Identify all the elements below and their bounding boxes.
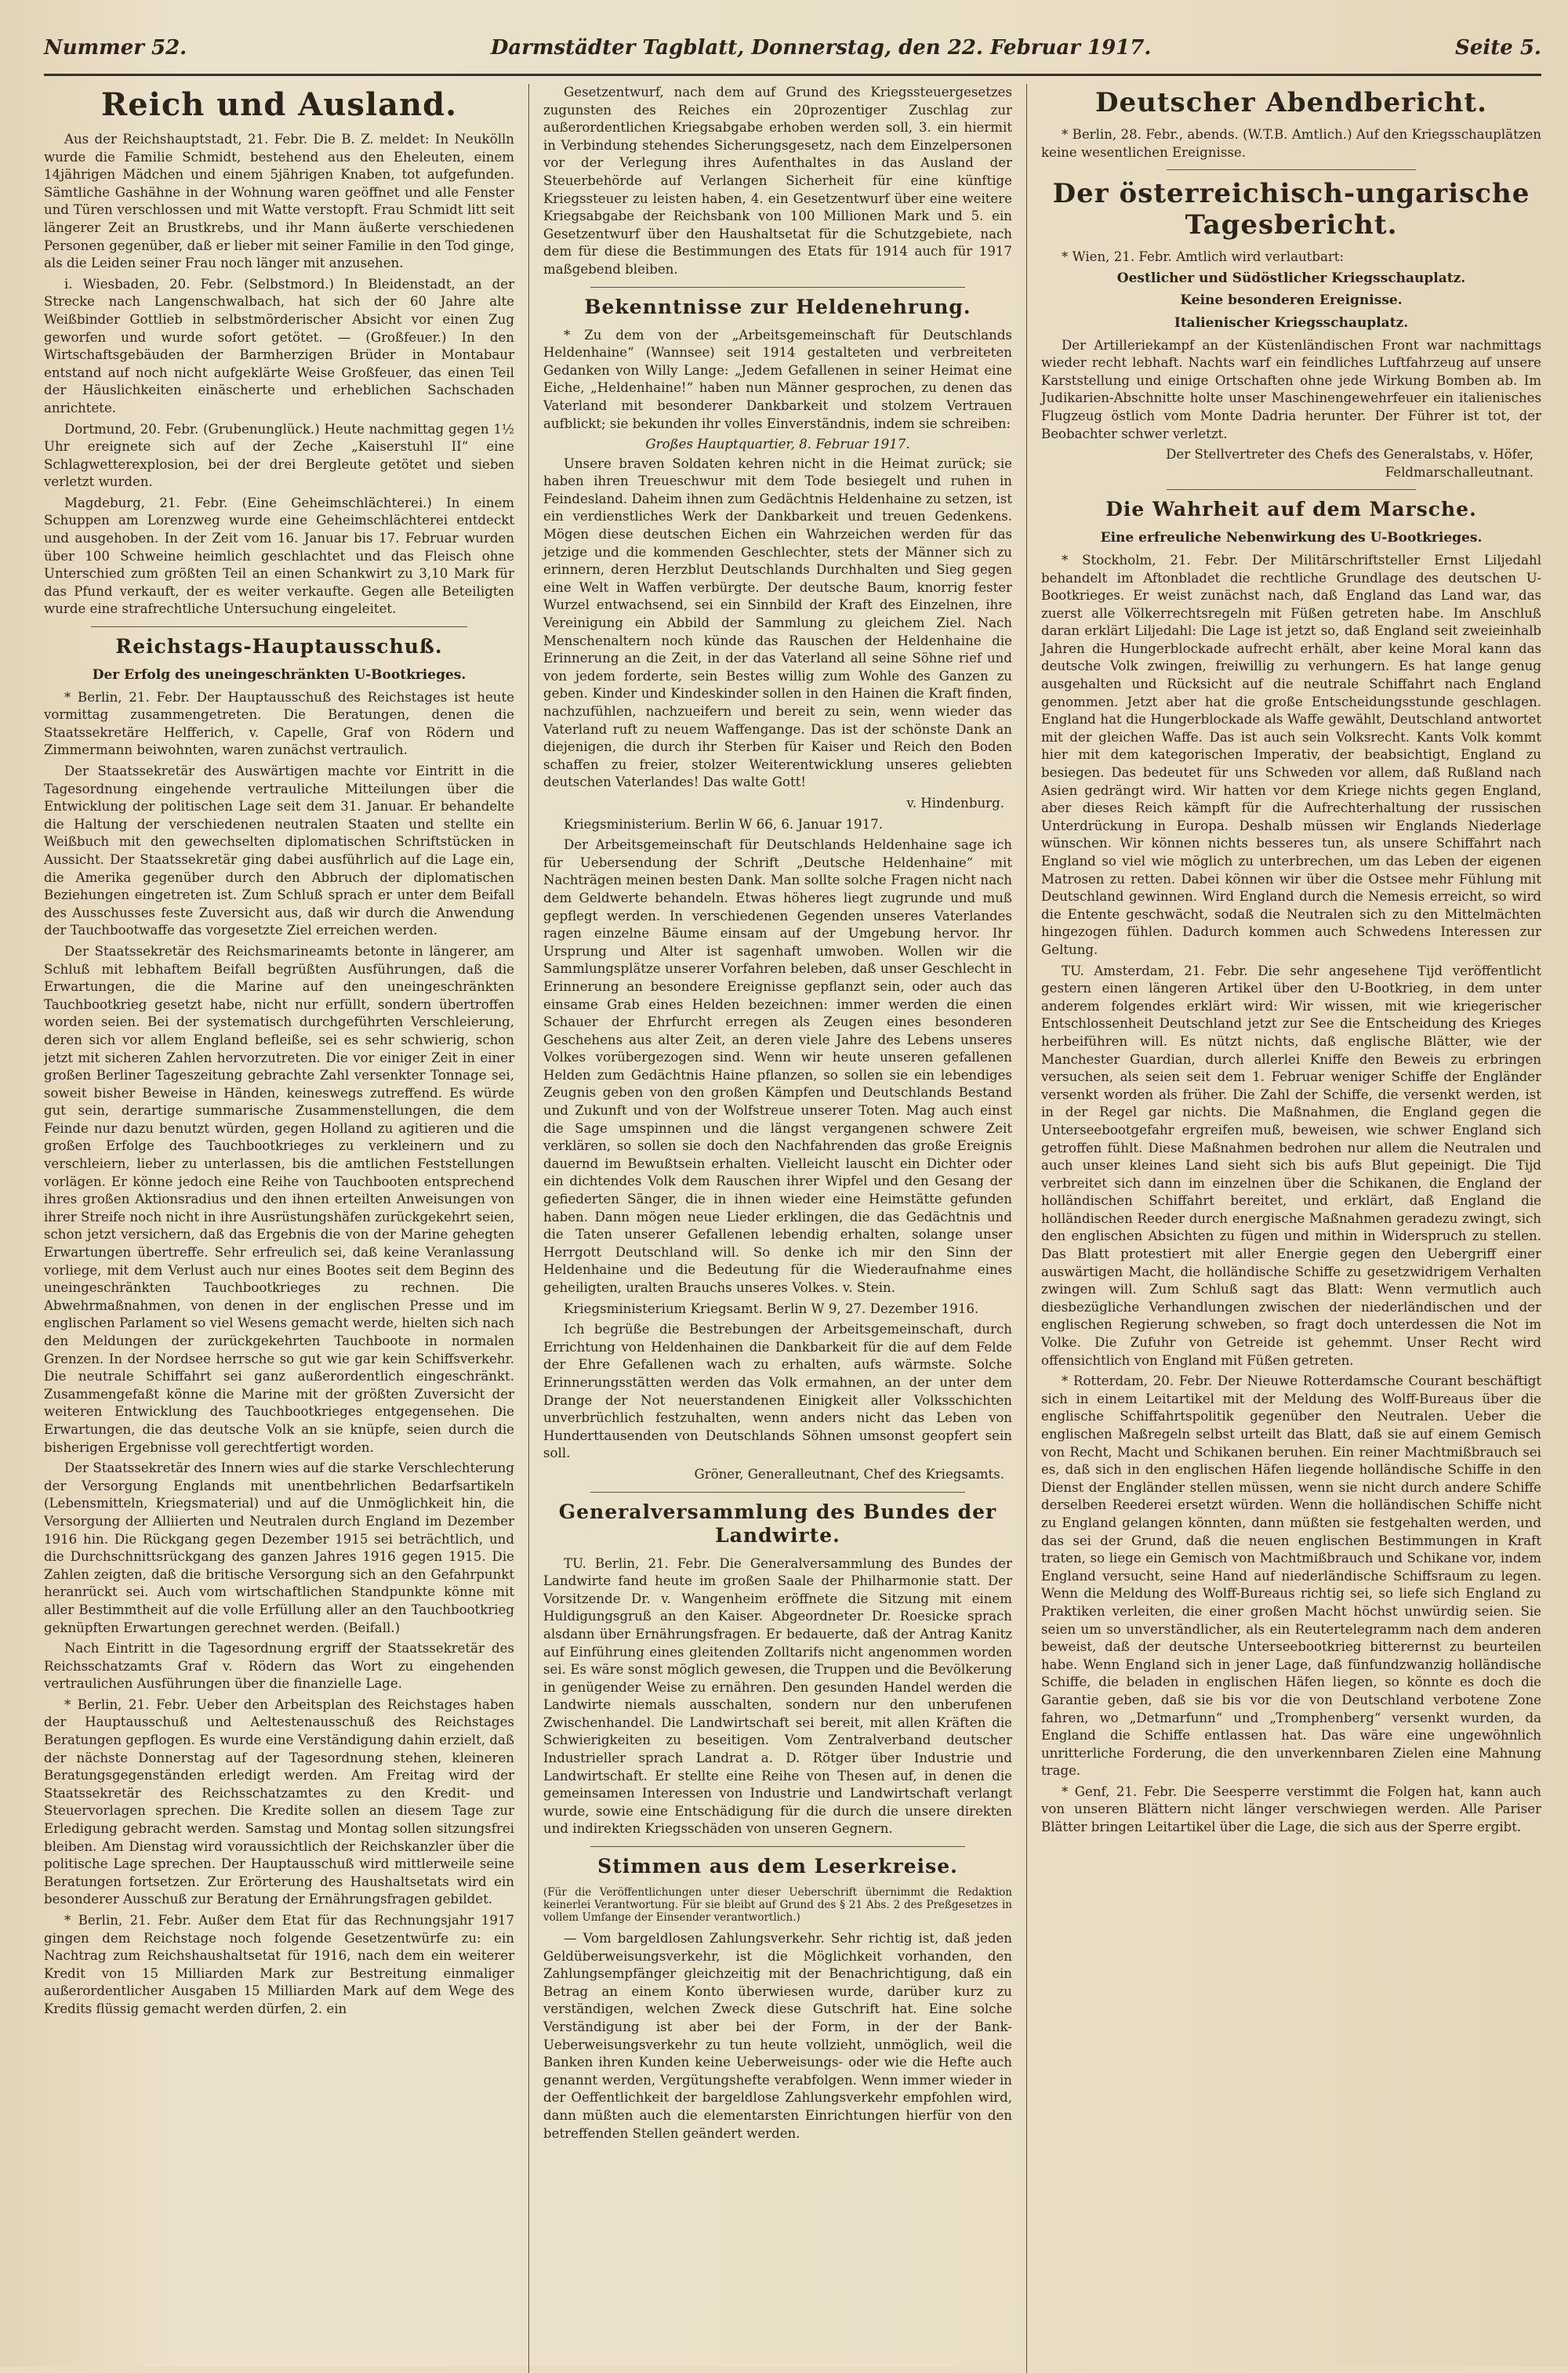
column-2 <box>528 84 1027 2373</box>
headline-oesterreichisch-ungarischer-tagesbericht: Der österreichisch-ungarische Tagesbericht. <box>1052 178 1530 241</box>
article-paragraph: Der Staatssekretär des Auswärtigen machte vor Eintritt in die Tagesordnung eingehende vertrauliche Mitteilungen über die Entwicklung der politischen Lage seit dem 31. Januar. Er behandelte die Haltung der verschiedenen neutralen Staaten und stellte ein Weißbuch mit den gewechselten diplomatischen Schriftstücken in Aussicht. Der Staatssekretär ging dabei ausführlich auf die Lage ein, die Amerika gegenüber durch den Abbruch der diplomatischen Beziehungen eingetreten ist. Zum Schluß sprach er unter dem Beifall des Ausschusses feste Zuversicht aus, daß wir durch die Anwendung der Tauchbootwaffe das vorgesetzte Ziel erreichen werden. <box>44 764 514 938</box>
article-paragraph: Der Artilleriekampf an der Küstenländischen Front war nachmittags wieder recht lebhaft. Nachts warf ein feindliches Luftfahrzeug auf unsere Karststellung und einige Ortschaften ohne jede Wirkung Bomben ab. Im Judikarien-Abschnitte holte unser Maschinengewehrfeuer ein italienisches Flugzeug östlich vom Monte Dadria herunter. Der Führer ist tot, der Beobachter schwer verletzt. <box>1041 337 1541 441</box>
article-paragraph: * Berlin, 21. Febr. Der Hauptausschuß des Reichstages ist heute vormittag zusammengetreten. Die Beratungen, denen die Staatssekretäre Helfferich, v. Capelle, Graf von Rödern und Zimmermann beiwohnten, waren zunächst vertraulich. <box>44 689 514 758</box>
newspaper-title-date: Darmstädter Tagblatt, Donnerstag, den 22. Februar 1917. <box>490 36 1152 60</box>
column-1 <box>44 84 528 2373</box>
headline-wahrheit-auf-dem-marsche: Die Wahrheit auf dem Marsche. <box>1105 498 1477 521</box>
dateline: Großes Hauptquartier, 8. Februar 1917. <box>645 437 910 452</box>
divider <box>590 1492 965 1493</box>
article-paragraph: Ich begrüße die Bestrebungen der Arbeitsgemeinschaft, durch Errichtung von Heldenhainen die Dankbarkeit für die auf dem Felde der Ehre Gefallenen wach zu erhalten, aufs wärmste. Solche Erinnerungsstätten werden das Volk ermahnen, an der unter dem Drange der Not neuerstandenen Einigkeit aller Volksschichten unverbrüchlich festzuhalten, wenn anders nicht das Leben von Hunderttausenden von Deutschlands Söhnen umsonst geopfert sein soll. <box>543 1322 1012 1461</box>
article-paragraph: Der Staatssekretär des Innern wies auf die starke Verschlechterung der Versorgung Englands mit unentbehrlichen Bedarfsartikeln (Lebensmitteln, Kriegsmaterial) und auf die Unmöglichkeit hin, die Versorgung der Alliierten und Neutralen durch England im Dezember 1916 hin. Die Rückgang gegen Dezember 1915 sei beträchtlich, und die Durchschnittsrückgang des ganzen Jahres 1916 gegen 1915. Die Zahlen zeigten, daß die britische Versorgung sich an den Gefahrpunkt heranrückt sei. Auch vom wirtschaftlichen Standpunkte könne mit aller Bestimmtheit auf die volle Erfüllung aller an den Tauchbootkrieg geknüpften Erwartungen gerechnet werden. (Beifall.) <box>44 1460 514 1635</box>
article-paragraph: * Wien, 21. Febr. Amtlich wird verlautbart: <box>1062 249 1345 265</box>
article-paragraph: * Rotterdam, 20. Febr. Der Nieuwe Rotterdamsche Courant beschäftigt sich in einem Leitartikel mit der Meldung des Wolff-Bureaus über die englische Schiffahrtspolitik gegenüber den Neutralen. Ueber die englischen Maßregeln selbst urteilt das Blatt, daß sie auf einem Gemisch von Recht, Macht und Schikanen beruhen. Ein reiner Machtmißbrauch sei es, daß sich in den englischen Häfen liegende holländische Schiffe in den Dienst der Engländer stellen müssen, wenn sie nicht durch andere Schiffe derselben Reederei ersetzt würden. Wenn die holländischen Schiffe nicht zu England gelangen könnten, dann müßten sie festgehalten werden, und das sei der Grund, daß die neuen englischen Bestimmungen in Kraft traten, so liege ein Gemisch von Machtmißbrauch und Schikane vor, indem England versucht, seine Hand auf niederländische Schiffsraum zu legen. Wenn die Meldung des Wolff-Bureaus richtig sei, so liefe sich England zu Praktiken verleiten, die einer großen Macht höchst unwürdig seien. Sie seien um so unverständlicher, als ein Reutertelegramm nach dem anderen beweist, daß der deutsche Unterseebootkrieg bitterernst zu beurteilen habe. Wenn England sich in jener Lage, daß fünfundzwanzig holländische Schiffe, die beladen in englischen Häfen liegen, so könnte es doch die Garantie geben, daß sie bis vor die von Deutschland verbotene Zone fahren, wo „Detmarfunn“ und „Tromphenberg“ versenkt wurden, da England die Schiffe entlassen hat. Das wäre eine ungewöhnlich unritterliche Forderung, die den unverkennbaren Zielen eine Mahnung trage. <box>1041 1373 1541 1779</box>
headline-stimmen-aus-dem-leserkreise: Stimmen aus dem Leserkreise. <box>597 1855 958 1878</box>
subheadline: Oestlicher und Südöstlicher Kriegsschauplatz. <box>1116 270 1466 286</box>
divider <box>1167 169 1416 170</box>
article-paragraph: * Berlin, 21. Febr. Ueber den Arbeitsplan des Reichstages haben der Hauptausschuß und Aeltestenausschuß des Reichstages Beratungen gepflogen. Es wurde eine Verständigung dahin erzielt, daß der nächste Donnerstag auf der Tagesordnung stehen, kleineren Beratungsgegenständen erledigt werden. Am Freitag wird der Staatssekretär des Reichsschatzamtes zu den Kredit- und Steuervorlagen sprechen. Die Kredite sollen an diesem Tage zur Erledigung gebracht werden. Samstag und Montag sollen sitzungsfrei bleiben. Am Dienstag wird voraussichtlich der Reichskanzler über die politische Lage sprechen. Der Hauptausschuß wird mittlerweile seine Beratungen fortsetzen. Zur Erörterung des Haushaltsetats wird ein besonderer Ausschuß zur Beratung der Ernährungsfragen gebildet. <box>44 1696 514 1907</box>
article-paragraph: * Berlin, 28. Febr., abends. (W.T.B. Amtlich.) Auf den Kriegsschauplätzen keine wesentlichen Ereignisse. <box>1041 127 1541 160</box>
signature: v. Hindenburg. <box>906 795 1004 811</box>
columns <box>44 84 1541 2373</box>
signature: Der Stellvertreter des Chefs des Generalstabs, v. Höfer, Feldmarschalleutnant. <box>1166 447 1534 480</box>
headline-heldenehrung: Bekenntnisse zur Heldenehrung. <box>584 295 971 318</box>
signature: Gröner, Generalleutnant, Chef des Kriegsamts. <box>694 1466 1004 1482</box>
subheadline: Der Erfolg des uneingeschränkten U-Bootkrieges. <box>92 667 466 684</box>
issue-number: Nummer 52. <box>44 36 187 60</box>
column-3 <box>1027 84 1541 2373</box>
article-paragraph: Aus der Reichshauptstadt, 21. Febr. Die B. Z. meldet: In Neukölln wurde die Familie Schmidt, bestehend aus den Eheleuten, einem 14jährigen Mädchen und einem 5jährigen Knaben, tot aufgefunden. Sämtliche Gashähne in der Wohnung waren geöffnet und alle Fenster und Türen verschlossen und mit Watte verstopft. Frau Schmidt litt seit längerer Zeit an Brustkrebs, und ihr Mann äußerte verschiedenen Personen gegenüber, daß er lieber mit seiner Familie in den Tod ginge, als die Leiden seiner Frau noch länger mit anzusehen. <box>44 132 514 271</box>
article-paragraph: * Stockholm, 21. Febr. Der Militärschriftsteller Ernst Liljedahl behandelt im Aftonbladet die rechtliche Grundlage des deutschen U-Bootkrieges. Er weist zunächst nach, daß England das Land war, das zuerst alle Völkerrechtsregeln mit Füßen getreten habe. Im Anschluß daran erklärt Liljedahl: Die Lage ist jetzt so, daß England seit zweieinhalb Jahren die Hungerblockade aufrecht erhält, aber keine Moral kann das deutsche Volk zwingen, freiwillig zu verhungern. Es hat lange genug ausgehalten und Rücksicht auf die neutrale Schiffahrt nach England genommen. Jetzt aber hat die große Entscheidungsstunde geschlagen. England hat die Hungerblockade als Waffe gewählt, Deutschland antwortet mit der gleichen Waffe. Das ist auch sein Volksrecht. Kants Volk kommt hier mit dem kategorischen Imperativ, der beabsichtigt, England zu besiegen. Das bedeutet für uns Schweden vor allem, daß Rußland nach Asien gedrängt wird. Wir hatten vor dem Kriege nichts gegen England, aber dieses Reich kämpft für die Aufrechterhaltung der russischen Unterdrückung in Europa. Deshalb müssen wir Englands Niederlage wünschen. Wir können nichts besseres tun, als unsere Schiffahrt nach England so viel wie möglich zu unterbrechen, um das Leben der eigenen Matrosen zu retten. Dabei können wir über die Ostsee mehr Fühlung mit Deutschland gewinnen. Wird England durch die Nemesis erreicht, so wird die Entente geschwächt, sodaß die Neutralen sich zu den Mittelmächten hingezogen fühlen. Dadurch kommen auch Schwedens Interessen zur Geltung. <box>1041 552 1541 957</box>
article-paragraph: Dortmund, 20. Febr. (Grubenunglück.) Heute nachmittag gegen 1½ Uhr ereignete sich auf der Zeche „Kaiserstuhl II“ eine Schlagwetterexplosion, bei der drei Bergleute getötet und sieben verletzt wurden. <box>44 421 514 490</box>
headline-reichstags-hauptausschuss: Reichstags-Hauptausschuß. <box>115 635 443 659</box>
article-paragraph: Nach Eintritt in die Tagesordnung ergriff der Staatssekretär des Reichsschatzamts Graf v. Rödern das Wort zu eingehenden vertraulichen Ausführungen über die finanzielle Lage. <box>44 1641 514 1692</box>
article-paragraph: * Genf, 21. Febr. Die Seesperre verstimmt die Folgen hat, kann auch von unseren Blättern nicht länger verschwiegen werden. Alle Pariser Blätter bringen Leitartikel über die Lage, die sich aus der Sperre ergibt. <box>1041 1783 1541 1835</box>
dateline: Kriegsministerium Kriegsamt. Berlin W 9, 27. Dezember 1916. <box>564 1301 979 1316</box>
article-paragraph: * Zu dem von der „Arbeitsgemeinschaft für Deutschlands Heldenhaine“ (Wannsee) seit 1914 gestalteten und verbreiteten Gedanken von Willy Lange: „Jedem Gefallenen in seiner Heimat eine Eiche, „Heldenhaine!“ haben nun Männer gesprochen, zu denen das Vaterland mit besonderer Dankbarkeit und stolzem Vertrauen aufblickt; sie bekunden ihr volles Einverständnis, indem sie schreiben: <box>543 327 1012 431</box>
article-paragraph: — Vom bargeldlosen Zahlungsverkehr. Sehr richtig ist, daß jeden Geldüberweisungsverkehr, ist die Möglichkeit vorhanden, den Zahlungsempfänger gleichzeitig mit der Benachrichtigung, daß ein Betrag an einem Konto überwiesen wurde, darüber kurz zu verständigen, welchen Zweck diese Gutschrift hat. Eine solche Verständigung ist aber bei der Form, in der der Bank-Ueberweisungsverkehr zu tun heute vollzieht, unmöglich, weil die Banken ihren Kunden keine Ueberweisungs- oder wie die Hefte auch genannt werden, Vergütungshefte verabfolgen. Wenn immer wieder in der Oeffentlichkeit der bargeldlose Zahlungsverkehr empfohlen wird, dann müßten auch die elementarsten Einrichtungen hierfür von den betreffenden Stellen geändert werden. <box>543 1931 1012 2141</box>
article-paragraph: Der Staatssekretär des Reichsmarineamts betonte in längerer, am Schluß mit lebhaftem Beifall begrüßten Ausführungen, daß die Erwartungen, die die Marine auf den uneingeschränkten Tauchbootkrieg gesetzt habe, nicht nur erfüllt, sondern übertroffen worden seien. Bei der systematisch durchgeführten Verschleierung, deren sich vor allem England befleiße, sei es sehr schwierig, schon jetzt mit sicheren Zahlen hervorzutreten. Die vor einiger Zeit in einer großen Berliner Tageszeitung gebrachte Zahl versenkter Tonnage sei, soweit bisher Beweise in Händen, keineswegs zutreffend. Es würde gut sein, derartige summarische Zusammenstellungen, die dem Feinde nur dazu benutzt würden, gegen Holland zu agitieren und die großen Erfolge des Tauchbootkrieges zu verkleinern und zu verschleiern, lieber zu unterlassen, bis die amtlichen Feststellungen vorlägen. Er könne jedoch eine Reihe von Tauchbooten entsprechend ihres großen Aktionsradius und den ihnen erteilten Anweisungen von ihrer Streife noch nicht in ihre Ausrüstungshäfen zurückgekehrt seien, schon jetzt versichern, daß das Ergebnis die von der Marine gehegten Erwartungen übertreffe. Sehr erfreulich sei, daß keine Veranlassung vorliege, mit dem Verlust auch nur eines Bootes seit dem Beginn des uneingeschränkten Tauchbootkrieges zu rechnen. Die Abwehrmaßnahmen, von denen in der englischen Presse und im englischen Parlament so viel Wesens gemacht werde, hielten sich nach den Meldungen der zurückgekehrten Tauchboote in normalen Grenzen. In der Nordsee herrsche so gut wie gar kein Schiffsverkehr. Die neutrale Schiffahrt sei ganz außerordentlich eingeschränkt. Zusammengefaßt könne die Marine mit der größten Zuversicht der weiteren Entwicklung des Tauchbootkrieges entgegensehen. Die Erwartungen, die das deutsche Volk an sie knüpfe, seien durch die bisherigen Ergebnisse voll gerechtfertigt worden. <box>44 943 514 1455</box>
divider <box>590 287 965 288</box>
subheadline: Eine erfreuliche Nebenwirkung des U-Bootkrieges. <box>1100 530 1483 546</box>
article-paragraph: i. Wiesbaden, 20. Febr. (Selbstmord.) In Bleidenstadt, an der Strecke nach Langenschwalbach, hat sich der 60 Jahre alte Weißbinder Gottlieb in selbstmörderischer Absicht vor einen Zug geworfen und wurde sofort getötet. — (Großfeuer.) In den Wirtschaftsgebäuden der Barmherzigen Brüder in Montabaur entstand auf noch nicht aufgeklärte Weise Großfeuer, das einen Teil der Häuslichkeiten einäscherte und erheblichen Sachschaden anrichtete. <box>44 276 514 415</box>
editorial-note: (Für die Veröffentlichungen unter dieser Ueberschrift übernimmt die Redaktion keinerlei Verantwortung. Für sie bleibt auf Grund des § 21 Abs. 2 des Preßgesetzes in vollem Umfange der Einsender verantwortlich.) <box>543 1886 1012 1925</box>
divider <box>1167 489 1416 490</box>
divider <box>91 626 467 627</box>
article-paragraph: TU. Berlin, 21. Febr. Die Generalversammlung des Bundes der Landwirte fand heute im großen Saale der Philharmonie statt. Der Vorsitzende Dr. v. Wangenheim eröffnete die Sitzung mit einem Huldigungsgruß an den Kaiser. Abgeordneter Dr. Roesicke sprach alsdann über Ernährungsfragen. Er bedauerte, daß der Antrag Kanitz auf Einführung eines gleitenden Zolltarifs nicht angenommen worden sei. Es wäre sonst möglich gewesen, die Truppen und die Bevölkerung in genügender Weise zu ernähren. Den gesunden Handel werden die Landwirte niemals ausschalten, sondern nur den unberufenen Zwischenhandel. Die Landwirtschaft sei bereit, mit allen Kräften die Schwierigkeiten zu beseitigen. Vom Zentralverband deutscher Industrieller sprach Landrat a. D. Rötger über Industrie und Landwirtschaft. Er stellte eine Reihe von Thesen auf, in denen die gemeinsamen Interessen von Industrie und Landwirtschaft verlangt wurde, sowie eine Entschädigung für die durch die unsere direkten und indirekten Kriegsschäden von unseren Gegnern. <box>543 1555 1012 1837</box>
divider <box>590 1846 965 1847</box>
article-paragraph: Gesetzentwurf, nach dem auf Grund des Kriegssteuergesetzes zugunsten des Reiches ein 20prozentiger Zuschlag zur außerordentlichen Kriegsabgabe erhoben werden soll, 3. ein hiermit in Verbindung stehendes Sicherungsgesetz, nach dem Einzelpersonen vor der Verlegung ihres Aufenthaltes in das Ausland der Steuerbehörde auf Verlangen Sicherheit für eine künftige Kriegssteuer zu leisten haben, 4. ein Gesetzentwurf über eine weitere Kriegsabgabe der Reichsbank von 100 Millionen Mark und 5. ein Gesetzentwurf über den Haushaltsetat für die Schutzgebiete, nach dem für diese die Bestimmungen des Etats für 1914 auch für 1917 maßgebend bleiben. <box>543 85 1012 277</box>
dateline: Kriegsministerium. Berlin W 66, 6. Januar 1917. <box>564 816 883 832</box>
subheadline-note: Keine besonderen Ereignisse. <box>1180 292 1403 309</box>
article-paragraph: * Berlin, 21. Febr. Außer dem Etat für das Rechnungsjahr 1917 gingen dem Reichstage noch folgende Gesetzentwürfe zu: ein Nachtrag zum Reichshaushaltsetat für 1916, nach dem ein weiterer Kredit von 15 Milliarden Mark zur Bestreitung einmaliger außerordentlicher Ausgaben 15 Milliarden Mark auf dem Wege des Kredits flüssig gemacht werden dürfen, 2. ein <box>44 1913 514 2016</box>
article-paragraph: Der Arbeitsgemeinschaft für Deutschlands Heldenhaine sage ich für Uebersendung der Schrift „Deutsche Heldenhaine“ mit Nachträgen meinen besten Dank. Man sollte solche Fragen nicht nach dem Geldwerte behandeln. Etwas höheres liegt zugrunde und muß gepflegt werden. In verschiedenen Gegenden unseres Vaterlandes ragen einzelne Bäume einsam auf der Umgebung hervor. Ihr Ursprung und Alter ist sagenhaft umwoben. Wollen wir die Sammlungsplätze unserer Vorfahren beleben, daß unser Geschlecht in Erinnerung an besondere Ereignisse gepflanzt sein, oder auch das einsame Grab eines Helden bezeichnen: immer werden die einen Schauer der Ehrfurcht erregen als Zeugen eines besonderen Geschehens aus alter Zeit, an deren viele Jahre des Lebens unseres Volkes vorübergezogen sind. Wenn wir heute unseren gefallenen Helden zum Gedächtnis Haine pflanzen, so sollen sie ein lebendiges Zeugnis geben von den großen Kämpfen und Deutschlands Bestand und Zukunft und von der Wolfstreue unserer Toten. Mag auch einst die Sage umspinnen und die längst vergangenen schwere Zeit verklären, so sollen sie doch den Nachfahrenden das große Ereignis dauernd im Bewußtsein erhalten. Vielleicht lauscht ein Dichter oder ein dichtendes Volk dem Rauschen ihrer Wipfel und den Gesang der gefiederten Sänger, die in ihnen wieder eine Heimstätte gefunden haben. Dann mögen neue Lieder erklingen, die das Gedächtnis und die Taten unserer Gefallenen lebendig erhalten, solange unser Herrgott Deutschland will. So denke ich mir den Sinn der Heldenhaine und die Bedeutung für die Wiederaufnahme eines geheiligten, uralten Brauchs unseres Volkes. v. Stein. <box>543 837 1012 1295</box>
subheadline: Italienischer Kriegsschauplatz. <box>1174 314 1409 331</box>
page-number: Seite 5. <box>1455 36 1541 60</box>
headline-reich-und-ausland: Reich und Ausland. <box>100 86 458 123</box>
headline-generalversammlung: Generalversammlung des Bundes der Landwirte. <box>558 1500 997 1547</box>
article-paragraph: TU. Amsterdam, 21. Febr. Die sehr angesehene Tijd veröffentlicht gestern einen längeren Artikel über den U-Bootkrieg, in dem unter anderem folgendes erklärt wird: Wir wissen, mit wie kriegerischer Entschlossenheit Deutschland jetzt zur See die Entscheidung des Krieges herbeiführen will. Es nützt nichts, daß englische Blätter, wie der Manchester Guardian, durch allerlei Kniffe den Beweis zu erbringen versuchen, als seien seit dem 1. Februar weniger Schiffe der Engländer versenkt worden als früher. Die Zahl der Schiffe, die versenkt werden, ist in der Regel gar nichts. Die Maßnahmen, die England gegen die Unterseebootgefahr ergreifen muß, beweisen, wie schwer England sich getroffen fühlt. Diese Maßnahmen bedrohen nur allem die Neutralen und auch unser kleines Land sieht sich bis aufs Blut gepeinigt. Die Tijd verbreitet sich dann im einzelnen über die Schikanen, die England der holländischen Schiffahrt bereitet, und erklärt, daß England die holländischen Reeder durch energische Maßnahmen geradezu zwingt, sich den englischen Absichten zu fügen und mithin in Widerspruch zu stellen. Das Blatt protestiert mit aller Energie gegen den Uebergriff einer auswärtigen Macht, die holländische Schiffe zu gesetzwidrigem Verhalten zwingen will. Zum Schluß sagt das Blatt: Wenn vermutlich auch diesbezügliche Verhandlungen zwischen der niederländischen und der englischen Regierung schweben, so fragt doch unterdessen die Not im Volke. Die Zufuhr von Getreide ist gehemmt. Unser Recht wird offensichtlich von England mit Füßen getreten. <box>1041 963 1541 1368</box>
article-paragraph: Magdeburg, 21. Febr. (Eine Geheimschlächterei.) In einem Schuppen am Lorenzweg wurde eine Geheimschlächterei entdeckt und ausgehoben. In der Zeit vom 16. Januar bis 17. Februar wurden über 100 Schweine heimlich geschlachtet und das Fleisch ohne Unterschied zum größten Teil an einen Schankwirt zu 3,10 Mark für das Pfund verkauft, der es weiter verkaufte. Gegen alle Beteiligten wurde eine strafrechtliche Untersuchung eingeleitet. <box>44 495 514 617</box>
masthead <box>44 36 1541 76</box>
article-paragraph: Unsere braven Soldaten kehren nicht in die Heimat zurück; sie haben ihren Treueschwur mit dem Tode besiegelt und ruhen in Feindesland. Daheim ihnen zum Gedächtnis Heldenhaine zu setzen, ist ein verdienstliches Werk der Dankbarkeit und treuen Gedenkens. Mögen diese deutschen Eichen ein Wahrzeichen werden für das jetzige und die kommenden Geschlechter, stets der Männer sich zu erinnern, deren Herzblut Deutschlands Durchhalten und Sieg gegen eine Welt in Waffen verbürgte. Der deutsche Baum, knorrig fester Wurzel entwachsend, sei ein Sinnbild der Kraft des Einzelnen, ihre Vereinigung ein Abbild der Sammlung zu gleichem Ziel. Nach Menschenaltern noch künde das Rauschen der Heldenhaine die Erinnerung an die Zeit, in der das Vaterland all seine Söhne rief und von jedem forderte, sein Bestes willig zum Wohle des Ganzen zu geben. Kinder und Kindeskinder sollen in den Hainen die Kraft finden, nachzufühlen, nachzueifern und bereit zu sein, wenn wieder das Vaterland ruft zu neuem Waffengange. Das ist der schönste Dank an diejenigen, die durch ihr Sterben für Kaiser und Reich den Boden schaffen zu freier, stolzer Weiterentwicklung unseres geliebten deutschen Vaterlandes! Das walte Gott! <box>543 455 1012 790</box>
headline-deutscher-abendbericht: Deutscher Abendbericht. <box>1095 87 1487 118</box>
